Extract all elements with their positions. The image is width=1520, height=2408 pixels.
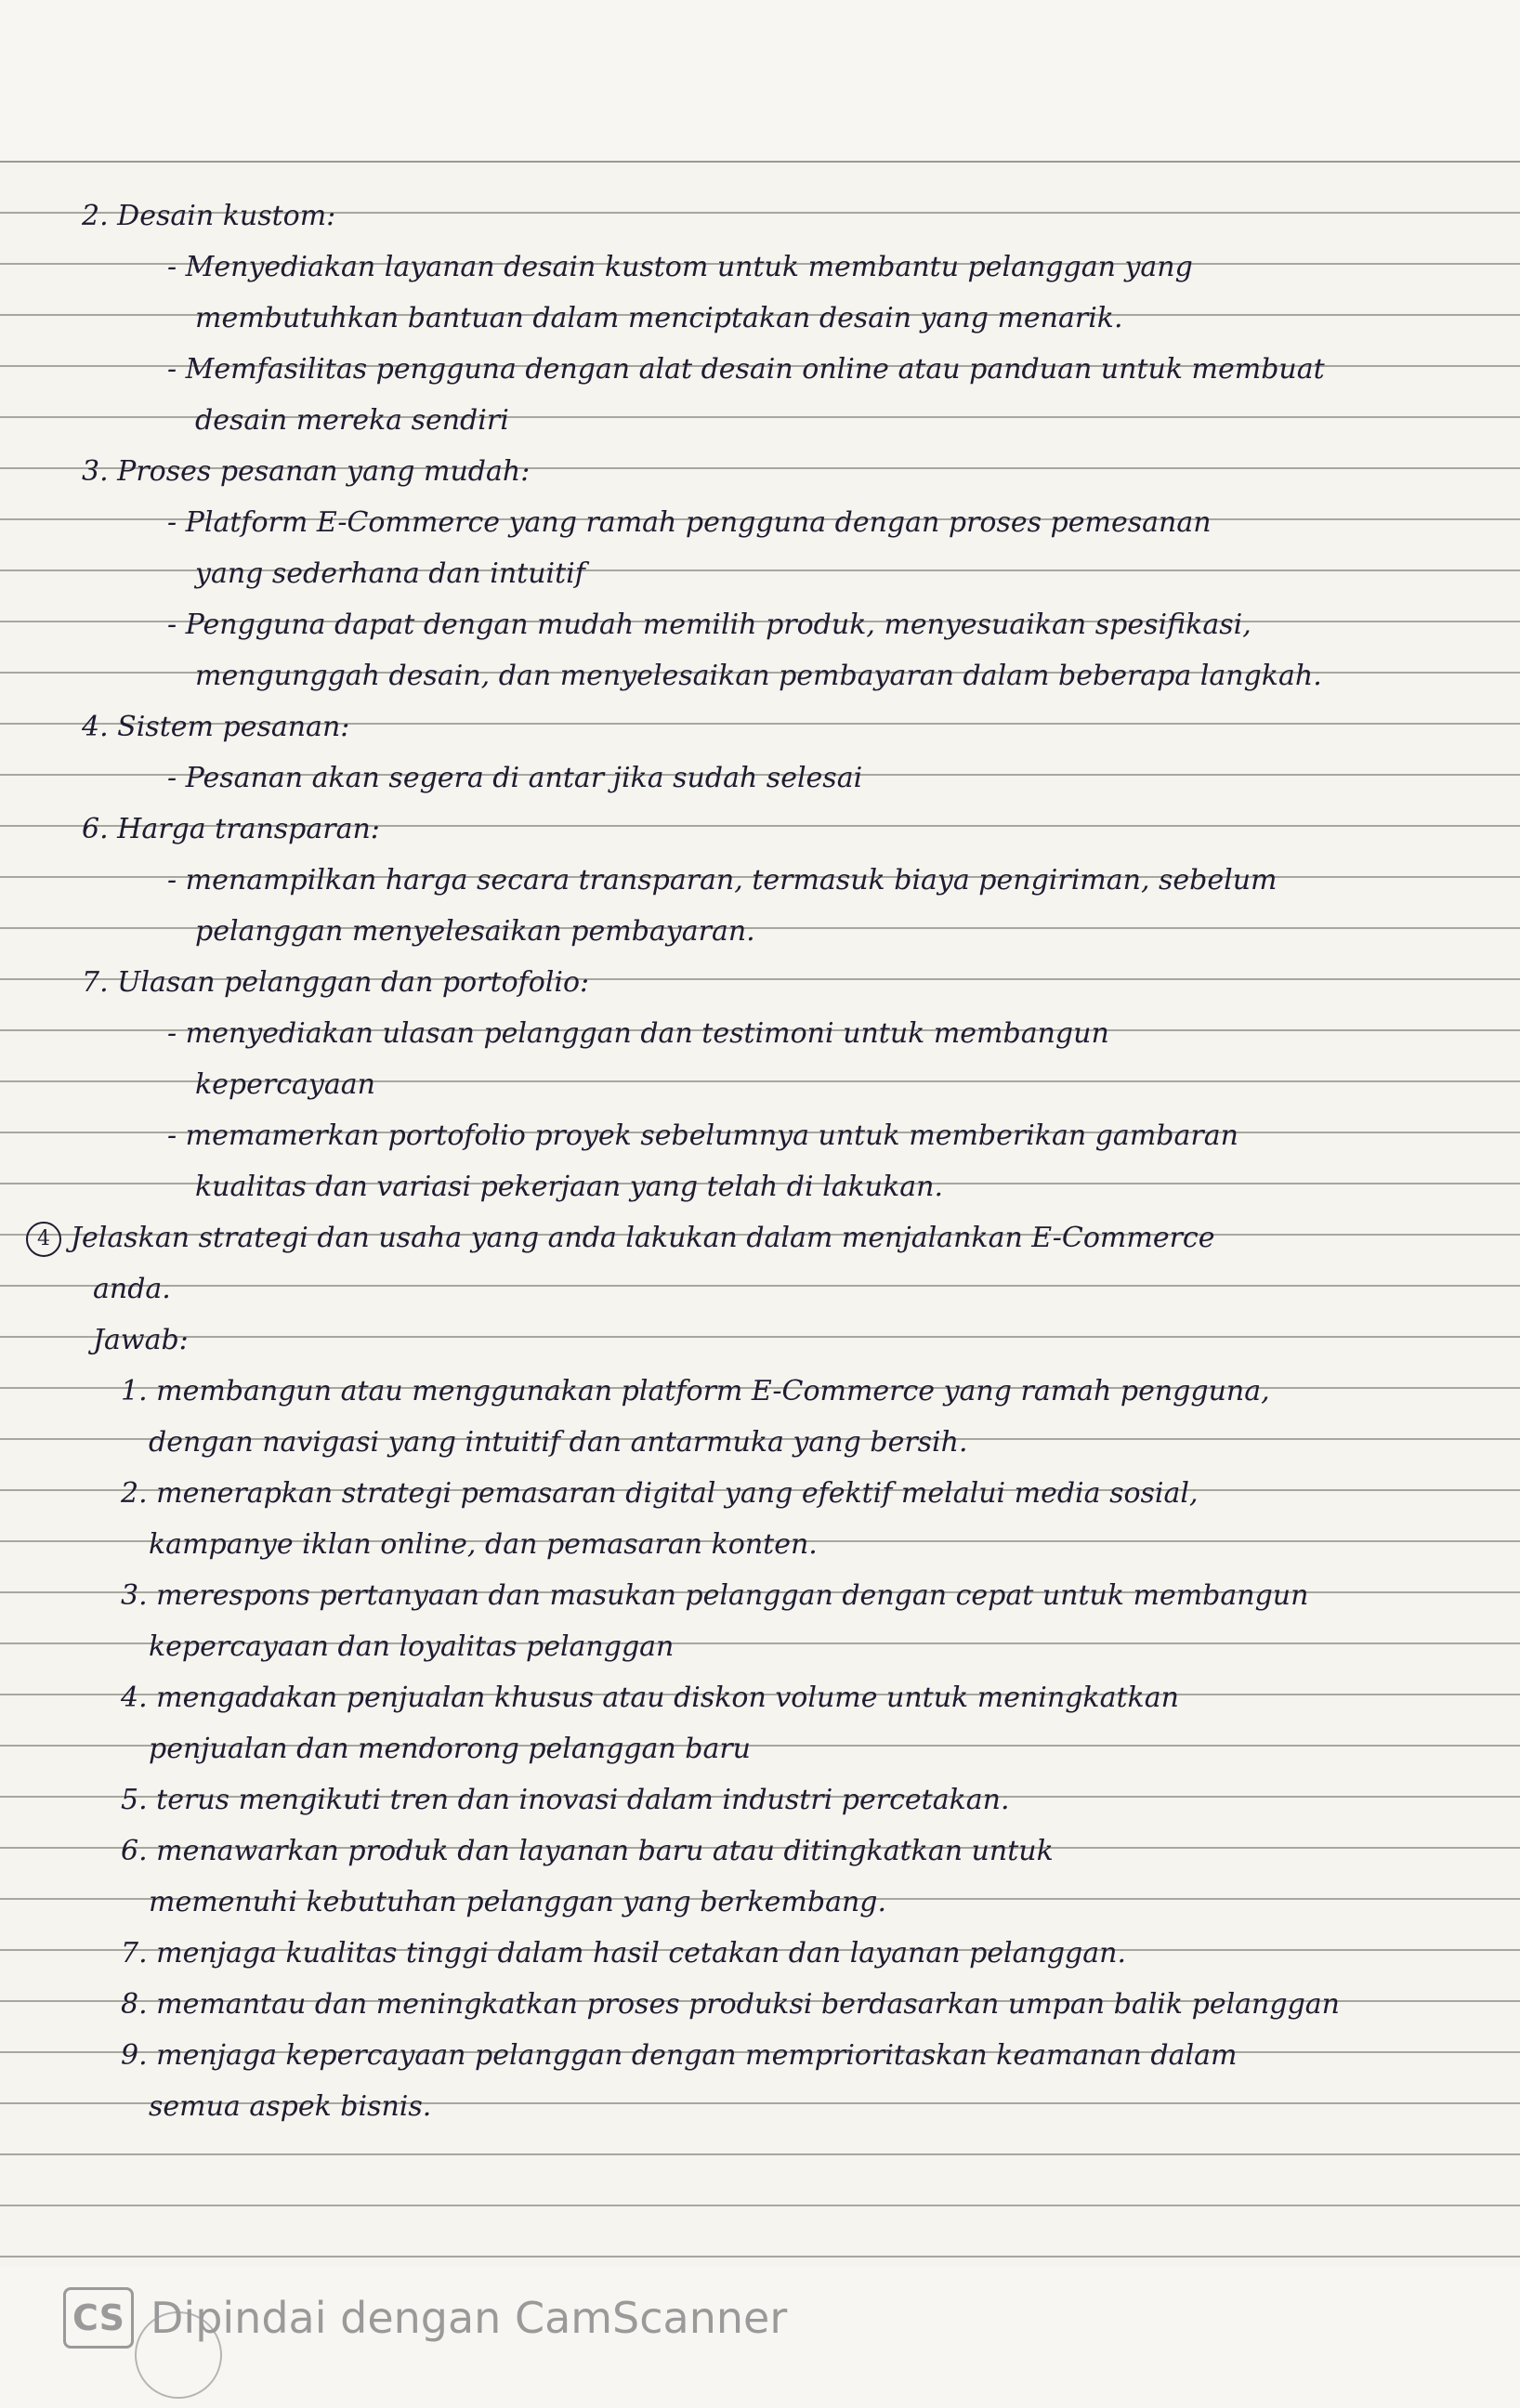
section-list — [0, 190, 1520, 1212]
answer-line: 8. memantau dan meningkatkan proses produksi berdasarkan umpan balik pelanggan — [121, 1988, 1340, 2021]
answer-line: 1. membangun atau menggunakan platform E-Commerce yang ramah pengguna, — [121, 1375, 1270, 1407]
camscanner-watermark — [63, 2285, 787, 2350]
handwritten-line: 2. Desain kustom: — [82, 200, 336, 232]
answer-label: Jawab: — [93, 1324, 189, 1356]
question-text: Jelaskan strategi dan usaha yang anda lakukan dalam menjalankan E-Commerce — [71, 1222, 1215, 1254]
answer-line: 9. menjaga kepercayaan pelanggan dengan memprioritaskan keamanan dalam — [121, 2039, 1238, 2072]
answer-list — [0, 1366, 1520, 2132]
handwritten-line: kualitas dan variasi pekerjaan yang telah di lakukan. — [195, 1171, 944, 1203]
answer-line: memenuhi kebutuhan pelanggan yang berkembang. — [149, 1886, 887, 1918]
handwritten-line: - menampilkan harga secara transparan, termasuk biaya pengiriman, sebelum — [167, 864, 1278, 896]
answer-line: 3. merespons pertanyaan dan masukan pelanggan dengan cepat untuk membangun — [121, 1579, 1309, 1612]
handwritten-line: - Platform E-Commerce yang ramah pengguna dengan proses pemesanan — [167, 506, 1212, 539]
answer-line: kampanye iklan online, dan pemasaran konten. — [149, 1528, 818, 1561]
handwritten-line: - memamerkan portofolio proyek sebelumnya untuk memberikan gambaran — [167, 1119, 1238, 1152]
handwritten-line: - Pesanan akan segera di antar jika sudah selesai — [167, 762, 863, 794]
question-number-circle: 4 — [26, 1222, 61, 1257]
answer-line: dengan navigasi yang intuitif dan antarmuka yang bersih. — [149, 1426, 968, 1459]
top-rule-line — [0, 161, 1520, 163]
answer-line: semua aspek bisnis. — [149, 2090, 432, 2123]
handwritten-line: - Pengguna dapat dengan mudah memilih produk, menyesuaikan spesifikasi, — [167, 609, 1251, 641]
answer-line: kepercayaan dan loyalitas pelanggan — [149, 1630, 675, 1663]
handwritten-line: 4. Sistem pesanan: — [82, 711, 350, 743]
handwritten-line: yang sederhana dan intuitif — [195, 557, 585, 590]
question-line-2: anda. — [93, 1273, 171, 1305]
handwritten-line: mengunggah desain, dan menyelesaikan pembayaran dalam beberapa langkah. — [195, 660, 1322, 692]
handwritten-line: 3. Proses pesanan yang mudah: — [82, 455, 531, 488]
answer-line: 6. menawarkan produk dan layanan baru atau ditingkatkan untuk — [121, 1835, 1054, 1867]
handwritten-line: membutuhkan bantuan dalam menciptakan desain yang menarik. — [195, 302, 1123, 334]
watermark-text: Dipindai dengan CamScanner — [151, 2293, 788, 2343]
handwritten-line: kepercayaan — [195, 1068, 375, 1101]
handwritten-line: desain mereka sendiri — [195, 404, 509, 437]
camscanner-logo-icon: CS — [63, 2287, 134, 2349]
handwritten-line: - menyediakan ulasan pelanggan dan testimoni untuk membangun — [167, 1017, 1109, 1050]
handwritten-line: 7. Ulasan pelanggan dan portofolio: — [82, 966, 590, 999]
answer-line: 4. mengadakan penjualan khusus atau diskon volume untuk meningkatkan — [121, 1682, 1179, 1714]
handwritten-line: 6. Harga transparan: — [82, 813, 380, 845]
answer-line: penjualan dan mendorong pelanggan baru — [149, 1733, 751, 1765]
handwritten-line: pelanggan menyelesaikan pembayaran. — [195, 915, 755, 948]
question-line-1 — [0, 1212, 1520, 1263]
answer-line: 2. menerapkan strategi pemasaran digital yang efektif melalui media sosial, — [121, 1477, 1199, 1510]
handwritten-content — [0, 190, 1520, 2132]
answer-line: 7. menjaga kualitas tinggi dalam hasil cetakan dan layanan pelanggan. — [121, 1937, 1126, 1970]
handwritten-line: - Memfasilitas pengguna dengan alat desain online atau panduan untuk membuat — [167, 353, 1325, 386]
answer-line: 5. terus mengikuti tren dan inovasi dalam industri percetakan. — [121, 1784, 1010, 1816]
handwritten-line: - Menyediakan layanan desain kustom untuk membantu pelanggan yang — [167, 251, 1193, 283]
page-header-margin — [0, 0, 1520, 163]
